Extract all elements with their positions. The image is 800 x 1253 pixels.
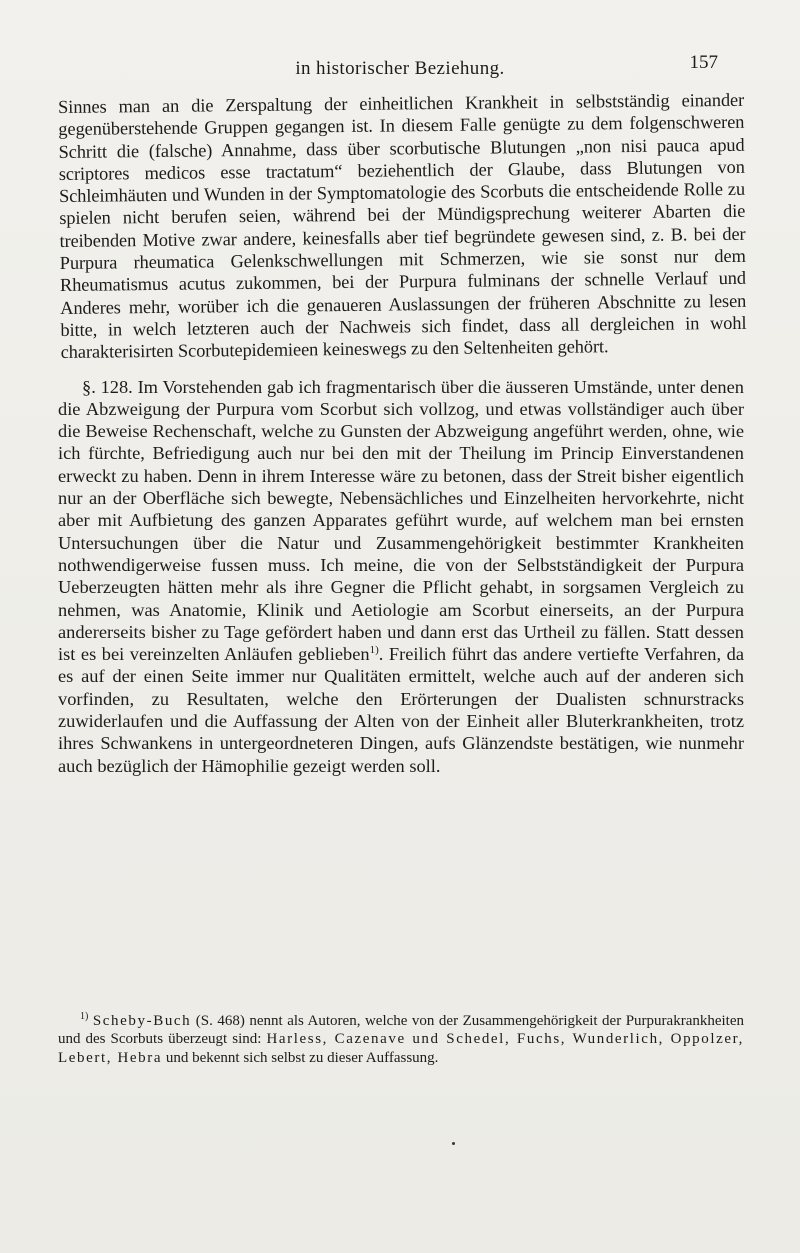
running-header <box>0 52 800 86</box>
footnote-1 <box>58 1012 744 1067</box>
paragraph-text: §. 128. Im Vorstehenden gab ich fragmentarisch über die äusseren Umstände, unter denen die Abzweigung der Purpura vom Scorbut sich vollzog, und etwas vollständiger auch über die Beweise Rechenschaft, welche zu Gunsten der Abzweigung angeführt werden, ohne, wie ich fürchte, Befriedigung auch nur bei den mit der Theilung im Princip Einverstandenen erweckt zu haben. Denn in ihrem Interesse wäre zu betonen, dass der Streit bisher eigentlich nur an der Oberfläche sich bewegte, Nebensächliches und Einzelheiten hervorkehrte, nicht aber mit Aufbietung des ganzen Apparates geführt wurde, auf welchem man bei ernsten Untersuchungen über die Natur und Zusammengehörigkeit bestimmter Krankheiten nothwendigerweise fussen muss. Ich meine, die von der Selbstständigkeit der Purpura Ueberzeugten hätten mehr als ihre Gegner die Pflicht gehabt, in sorgsamen Vergleich zu nehmen, was Anatomie, Klinik und Aetiologie am Scorbut einerseits, an der Purpura andererseits bisher zu Tage gefördert haben und dann erst das Urtheil zu fällen. Statt dessen ist es bei vereinzelten Anläufen geblieben <box>58 376 744 665</box>
footnote-author: Scheby-Buch <box>92 1013 192 1029</box>
footnote-area <box>58 1012 744 1067</box>
paragraph-text: . Freilich führt das andere vertiefte Verfahren, da es auf der einen Seite immer nur Qualitäten ermittelt, welche auch auf der anderen sich vorfinden, zu Resultaten, welche den Erörterungen der Dualisten schnurstracks zuwiderlaufen und die Auffassung der Alten von der Einheit aller Bluterkrankheiten, trotz ihres Schwankens in untergeordneteren Dingen, aufs Glänzendste bestätigen, wie nunmehr auch bezüglich der Hämophilie gezeigt werden soll. <box>58 644 744 776</box>
paragraph-section-128 <box>58 376 744 777</box>
paper-speck <box>452 1142 455 1145</box>
footnote-text: (S. 468) nennt als Autoren, welche von der Zusammengehörigkeit der Purpurakrankheiten und des Scorbuts überzeugt sind: <box>58 1013 745 1048</box>
paragraph-continued: Sinnes man an die Zerspaltung der einheitlichen Krankheit in selbstständig einander gegenüberstehende Gruppen gegangen ist. In diesem Falle genügte zu dem folgenschweren Schritt die (falsche) Annahme, dass über scorbutische Blutungen „non nisi pauca apud scriptores medicos esse tractatum“ beziehentlich der Glaube, dass Blutungen von Schleimhäuten und Wunden in der Symptomatologie des Scorbuts die entscheidende Rolle zu spielen nicht berufen seien, während bei der Mündigsprechung weiterer Abarten die treibenden Motive zwar andere, keinesfalls aber tief begründete gewesen sind, z. B. bei der Purpura rheumatica Gelenkschwellungen mit Schmerzen, wie sie sonst nur dem Rheumatismus acutus zukommen, bei der Purpura fulminans der schnelle Verlauf und Anderes mehr, worüber ich die genaueren Auslassungen der früheren Abschnitte zu lesen bitte, in welch letzteren auch der Nachweis sich findet, dass all dergleichen in wohl charakterisirten Scorbutepidemieen keineswegs zu den Seltenheiten gehört. <box>58 89 747 363</box>
footnote-reference: 1) <box>369 644 379 656</box>
running-title: in historischer Beziehung. <box>295 58 505 79</box>
footnote-marker: 1) <box>80 1011 89 1022</box>
footnote-text: und bekennt sich selbst zu dieser Auffassung. <box>162 1049 439 1066</box>
footnote-author-list: Harless, Cazenave und Schedel, Fuchs, Wunderlich, Oppolzer, Lebert, Hebra <box>58 1031 745 1066</box>
page-number: 157 <box>689 52 718 73</box>
main-text <box>58 89 747 777</box>
